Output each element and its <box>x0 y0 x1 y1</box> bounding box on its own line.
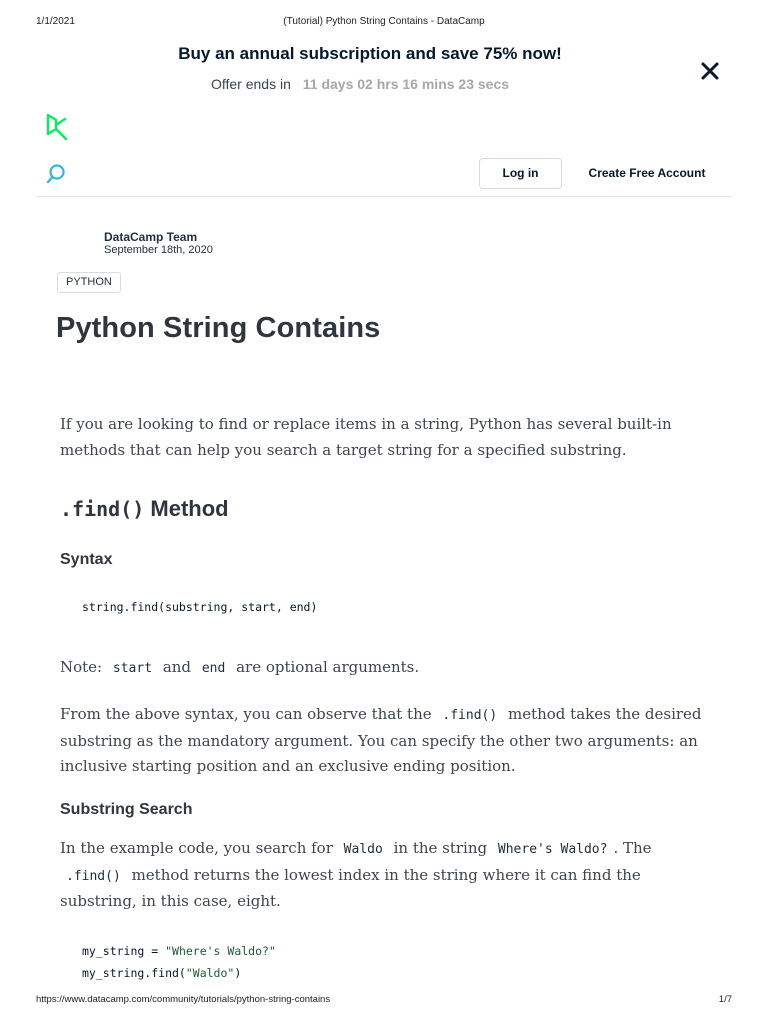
example-code-string: Where's Waldo? <box>497 842 608 857</box>
explanation-suffix: method takes the desired substring as the mandatory argument. You can specify the other two arguments: an inclusive starting position and an exclusive ending position. <box>60 705 702 775</box>
print-date: 1/1/2021 <box>36 16 75 27</box>
print-header <box>36 16 732 30</box>
create-account-button[interactable]: Create Free Account <box>588 166 706 180</box>
print-document-title: (Tutorial) Python String Contains - DataCamp <box>283 16 485 27</box>
explanation-prefix: From the above syntax, you can observe that the <box>60 705 432 723</box>
tag-python[interactable]: PYTHON <box>57 272 121 293</box>
example-part-1: In the example code, you search for <box>60 839 333 857</box>
example-part-2: in the string <box>393 839 488 857</box>
syntax-heading: Syntax <box>60 551 113 568</box>
author-name[interactable]: DataCamp Team <box>104 230 198 244</box>
page-title: Python String Contains <box>56 312 381 344</box>
code-line-2-string: "Waldo" <box>185 966 235 980</box>
code-line-1-string: "Where's Waldo?" <box>165 944 276 958</box>
section-heading-text: Method <box>150 496 229 521</box>
print-page-number: 1/7 <box>718 994 732 1005</box>
code-line-2-end: ) <box>234 966 242 980</box>
intro-paragraph: If you are looking to find or replace items in a string, Python has several built-in methods that can help you search a target string for a specified substring. <box>60 415 672 459</box>
offer-label: Offer ends in <box>210 76 291 92</box>
offer-countdown: 11 days 02 hrs 16 mins 23 secs <box>302 76 510 92</box>
promo-offer <box>0 76 720 92</box>
close-icon[interactable] <box>697 58 723 84</box>
note-middle: and <box>162 658 192 676</box>
example-part-3: . The <box>613 839 652 857</box>
section-heading-find <box>60 496 229 522</box>
post-date: September 18th, 2020 <box>104 244 213 256</box>
datacamp-logo[interactable] <box>44 112 70 142</box>
note-code-start: start <box>112 661 153 676</box>
example-code-waldo: Waldo <box>343 842 383 857</box>
promo-headline[interactable]: Buy an annual subscription and save 75% now! <box>178 44 562 63</box>
search-icon[interactable] <box>46 163 66 185</box>
syntax-code: string.find(substring, start, end) <box>82 600 318 614</box>
section-heading-code: .find() <box>60 497 145 521</box>
explanation-paragraph <box>60 702 720 780</box>
example-part-4: method returns the lowest index in the string where it can find the substring, in this case, eight. <box>60 865 641 910</box>
nav-divider <box>36 196 732 197</box>
explanation-code: .find() <box>442 708 498 723</box>
code-line-1-var: my_string = <box>82 944 166 958</box>
code-line-2-call: my_string.find( <box>82 966 186 980</box>
promo-banner <box>0 44 768 104</box>
code-line-1 <box>82 944 276 958</box>
substring-search-heading: Substring Search <box>60 801 193 818</box>
print-url[interactable]: https://www.datacamp.com/community/tutorials/python-string-contains <box>36 994 331 1005</box>
example-code-find: .find() <box>66 868 121 884</box>
note-code-end: end <box>201 661 226 676</box>
note-paragraph <box>60 655 720 682</box>
example-paragraph <box>60 836 720 915</box>
code-line-2 <box>82 966 241 980</box>
note-suffix: are optional arguments. <box>236 658 420 676</box>
login-button[interactable]: Log in <box>479 158 562 189</box>
note-prefix: Note: <box>60 658 103 676</box>
print-footer <box>36 994 732 1006</box>
